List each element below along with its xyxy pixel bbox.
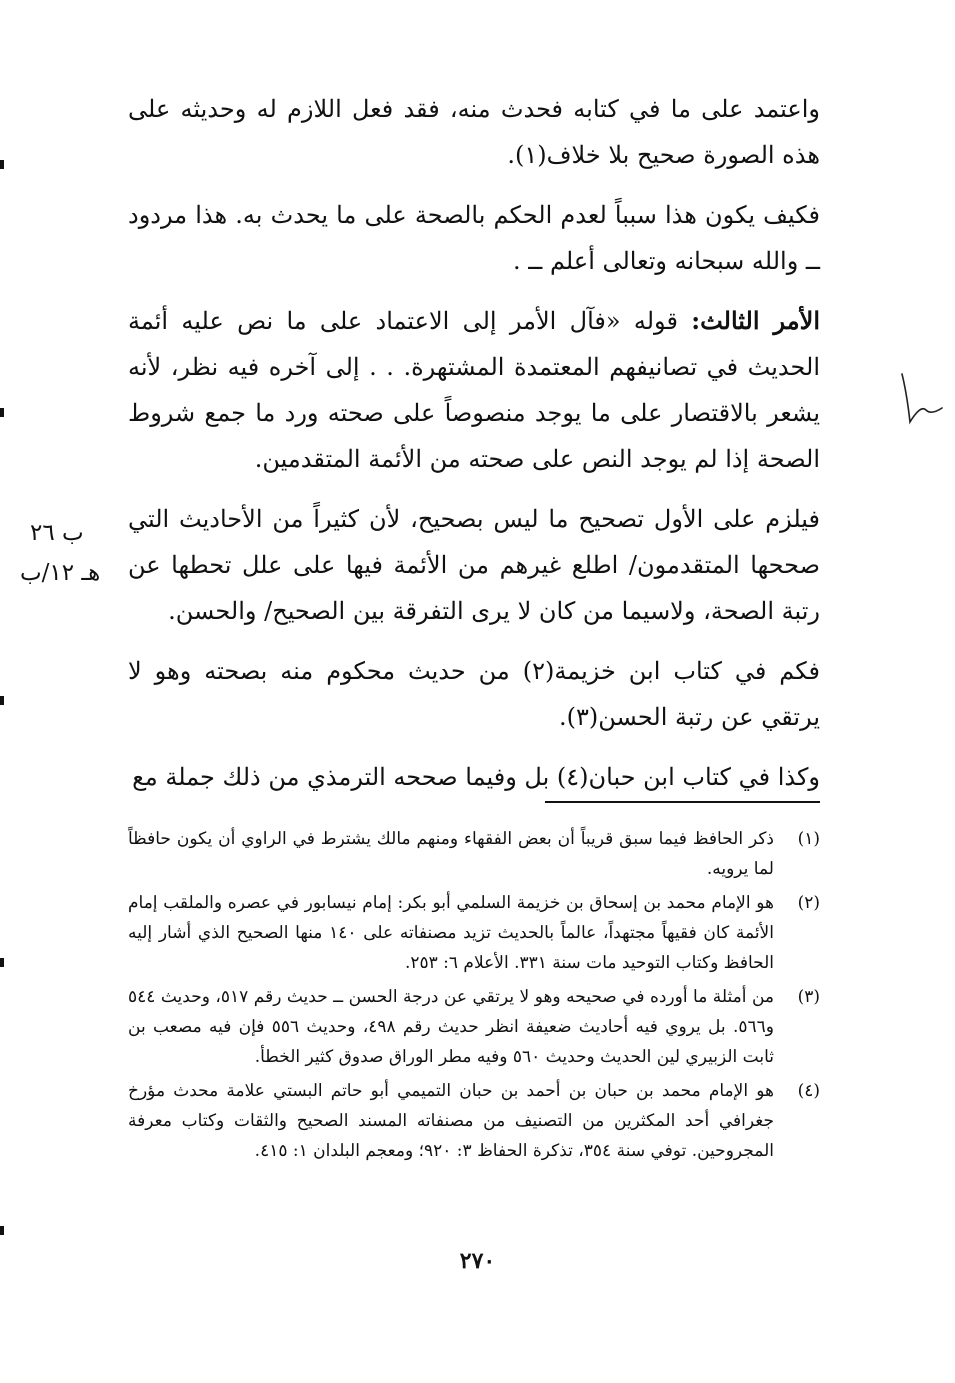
paragraph-text: فيلزم على الأول تصحيح ما ليس بصحيح، لأن كثيراً من الأحاديث التي صححها المتقدمون/ اطلع غيرهم من الأئمة فيها على علل تحطها عن رتبة الصحة، ولاسيما من كان لا يرى التفرقة بين الصحيح/ والحسن. xyxy=(128,505,820,625)
footnote-number: (٢) xyxy=(797,893,820,913)
margin-note-manuscript-h: هـ ١٢/ب xyxy=(20,560,101,586)
paragraph-text: فكم في كتاب ابن خزيمة(٢) من حديث محكوم منه بصحته وهو لا يرتقي عن رتبة الحسن(٣). xyxy=(128,657,820,731)
paragraph-text: واعتمد على ما في كتابه فحدث منه، فقد فعل اللازم له وحديثه على هذه الصورة صحيح بلا خلاف(١). xyxy=(128,95,820,169)
footnote-number: (١) xyxy=(797,829,820,849)
paragraph xyxy=(128,86,820,178)
paragraph-text: فكيف يكون هذا سبباً لعدم الحكم بالصحة على ما يحدث به. هذا مردود ــ والله سبحانه وتعالى أعلم ــ . xyxy=(128,201,820,275)
paragraph xyxy=(128,192,820,284)
margin-note-manuscript-b: ب ٢٦ xyxy=(30,520,84,546)
footnote-text: ذكر الحافظ فيما سبق قريباً أن بعض الفقهاء ومنهم مالك يشترط في الراوي أن يكون حافظاً لما يرويه. xyxy=(128,829,774,879)
paragraph xyxy=(128,648,820,740)
paragraph-text: قوله «فآل الأمر إلى الاعتماد على ما نص عليه أئمة الحديث في تصانيفهم المعتمدة المشتهرة. . . إلى آخره فيه نظر، لأنه يشعر بالاقتصار على ما يوجد منصوصاً على صحته ورد ما جمع شروط الصحة إذا لم يوجد النص على صحته من الأئمة المتقدمين. xyxy=(128,307,820,473)
paragraph xyxy=(128,298,820,482)
footnote xyxy=(128,982,820,1072)
footnote-text: هو الإمام محمد بن حبان بن أحمد بن حبان التميمي أبو حاتم البستي علامة محدث مؤرخ جغرافي أحد المكثرين من التصنيف من مصنفاته المسند الصحيح والثقات وكتاب معرفة المجروحين. توفي سنة ٣٥٤، تذكرة الحفاظ ٣: ٩٢٠؛ ومعجم البلدان ١: ٤١٥. xyxy=(128,1081,774,1161)
paragraph-text: وكذا في كتاب ابن حبان(٤) بل وفيما صححه الترمذي من ذلك جملة مع xyxy=(132,763,820,791)
edge-mark xyxy=(0,958,4,967)
edge-mark xyxy=(0,160,4,169)
page-number: ٢٧٠ xyxy=(459,1248,496,1274)
footnote-number: (٤) xyxy=(797,1081,820,1101)
main-text xyxy=(128,86,820,814)
handwritten-pen-mark xyxy=(898,372,944,430)
paragraph-lead: الأمر الثالث: xyxy=(691,306,820,335)
paragraph xyxy=(128,754,820,800)
footnote-text: هو الإمام محمد بن إسحاق بن خزيمة السلمي أبو بكر: إمام نيسابور في عصره والملقب إمام الأئمة كان فقيهاً مجتهداً، عالماً بالحديث تزيد مصنفاته على ١٤٠ منها الصحيح الذي أشار إليه الحافظ وكتاب التوحيد مات سنة ٣٣١. الأعلام ٦: ٢٥٣. xyxy=(128,893,774,973)
edge-mark xyxy=(0,1226,4,1235)
footnote-text: من أمثلة ما أورده في صحيحه وهو لا يرتقي عن درجة الحسن ــ حديث رقم ٥١٧، وحديث ٥٤٤ و٥٦٦. بل يروي فيه أحاديث ضعيفة انظر حديث رقم ٤٩٨، وحديث ٥٥٦ فإن فيه مصعب بن ثابت الزبيري لين الحديث وحديث ٥٦٠ وفيه مطر الوراق صدوق كثير الخطأ. xyxy=(128,987,774,1067)
edge-mark xyxy=(0,696,4,705)
paragraph xyxy=(128,496,820,634)
footnote xyxy=(128,1076,820,1166)
footnote-number: (٣) xyxy=(797,987,820,1007)
footnote-separator xyxy=(545,801,820,803)
edge-mark xyxy=(0,408,4,417)
footnotes xyxy=(128,824,820,1170)
footnote xyxy=(128,824,820,884)
footnote xyxy=(128,888,820,978)
